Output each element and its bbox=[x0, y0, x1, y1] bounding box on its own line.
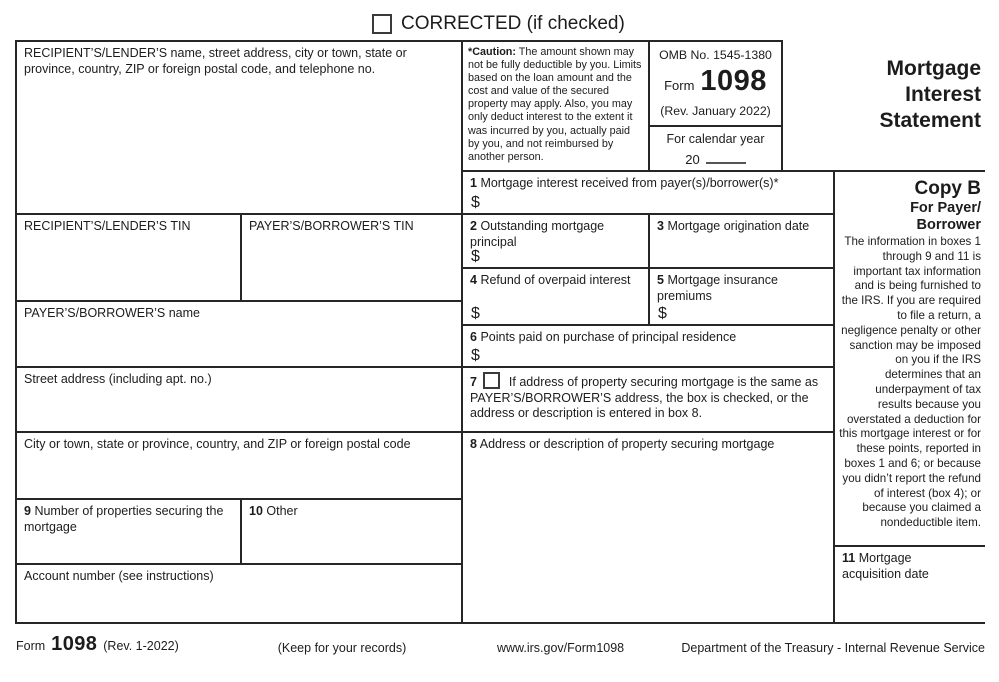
copy-b-body-text: The information in boxes 1 through 9 and 11 is important tax information and is being furnished to the IRS. If you are required to file a return, a negligence penalty or other sanction may be imposed on you if the IRS determines that an underpayment of tax results because you overstated a deduction for this mortgage interest or for these points, reported in boxes 1 and 6; or because you didn’t report the refund of interest (box 4); or because you claimed a nondeductible item. bbox=[839, 235, 981, 530]
box-8-number: 8 bbox=[470, 437, 477, 451]
box-4-dollar-sign: $ bbox=[471, 304, 480, 322]
copy-b-subtitle-line1: For Payer/ bbox=[910, 200, 981, 216]
box-8-property-address-field[interactable] bbox=[461, 431, 833, 624]
box-6-label: Points paid on purchase of principal residence bbox=[480, 330, 737, 344]
payer-tin-field[interactable] bbox=[240, 213, 461, 300]
corrected-checkbox[interactable] bbox=[372, 14, 392, 34]
form-number: 1098 bbox=[700, 64, 767, 97]
box-10-number: 10 bbox=[249, 504, 263, 518]
recipient-lender-name-label: RECIPIENT’S/LENDER’S name, street address, city or town, state or province, country, ZIP or foreign postal code, and telephone no. bbox=[24, 46, 407, 76]
box-4-label: Refund of overpaid interest bbox=[480, 273, 631, 287]
box-7-checkbox[interactable] bbox=[483, 372, 500, 389]
city-field[interactable] bbox=[15, 431, 461, 498]
calendar-year-blank[interactable] bbox=[706, 151, 746, 164]
box-10-other-field[interactable] bbox=[240, 498, 461, 563]
box-11-number: 11 bbox=[842, 551, 856, 565]
copy-b-panel bbox=[833, 170, 985, 545]
box-5-number: 5 bbox=[657, 273, 664, 287]
box-7-label: If address of property securing mortgage is the same as PAYER’S/BORROWER’S address, the box is checked, or the address or description is entered in box 8. bbox=[470, 375, 819, 420]
form-title: Mortgage Interest Statement bbox=[879, 57, 981, 132]
box-2-outstanding-principal-field[interactable] bbox=[461, 213, 648, 267]
footer-form-number: 1098 bbox=[51, 633, 98, 655]
box-11-acquisition-date-field[interactable] bbox=[833, 545, 985, 624]
form-revision: (Rev. January 2022) bbox=[660, 103, 771, 118]
box-3-label: Mortgage origination date bbox=[667, 219, 810, 233]
caution-box bbox=[461, 40, 648, 170]
caution-text: The amount shown may not be fully deductible by you. Limits based on the loan amount and the cost and value of the secured property may apply. Also, you may only deduct interest to the extent it was incurred by you, actually paid by you, and not reimbursed by another person. bbox=[468, 46, 642, 163]
footer-form-word: Form bbox=[16, 639, 46, 653]
calendar-year-prefix: 20 bbox=[685, 151, 700, 167]
caution-lead: *Caution: bbox=[468, 46, 516, 58]
box-2-label: Outstanding mortgage principal bbox=[470, 219, 605, 249]
corrected-header bbox=[372, 13, 625, 35]
box-9-number: 9 bbox=[24, 504, 31, 518]
corrected-label: CORRECTED (if checked) bbox=[401, 13, 625, 34]
box-1-mortgage-interest-field[interactable] bbox=[461, 170, 833, 213]
calendar-year-box[interactable] bbox=[648, 125, 783, 170]
account-number-field[interactable] bbox=[15, 563, 461, 624]
box-1-dollar-sign: $ bbox=[471, 193, 480, 211]
omb-number: OMB No. 1545-1380 bbox=[659, 48, 772, 62]
box-7-number: 7 bbox=[470, 375, 477, 389]
recipient-tin-field[interactable] bbox=[15, 213, 240, 300]
footer-revision: (Rev. 1-2022) bbox=[103, 639, 179, 653]
box-4-number: 4 bbox=[470, 273, 477, 287]
omb-box bbox=[648, 40, 783, 125]
box-8-label: Address or description of property securing mortgage bbox=[479, 437, 775, 451]
footer-irs-url: www.irs.gov/Form1098 bbox=[497, 641, 625, 655]
box-3-number: 3 bbox=[657, 219, 664, 233]
copy-b-title: Copy B bbox=[914, 178, 981, 199]
box-2-number: 2 bbox=[470, 219, 477, 233]
form-word: Form bbox=[664, 77, 695, 93]
box-5-label: Mortgage insurance premiums bbox=[657, 273, 778, 303]
box-2-dollar-sign: $ bbox=[471, 247, 480, 265]
box-9-label: Number of properties securing the mortgage bbox=[24, 504, 224, 534]
box-11-label: Mortgage acquisition date bbox=[842, 551, 929, 581]
copy-b-subtitle-line2: Borrower bbox=[916, 216, 981, 233]
box-6-points-field[interactable] bbox=[461, 324, 833, 366]
footer-form-id bbox=[16, 633, 179, 656]
street-address-label: Street address (including apt. no.) bbox=[24, 372, 212, 386]
box-1-label: Mortgage interest received from payer(s)/borrower(s)* bbox=[480, 176, 779, 190]
footer-department: Department of the Treasury - Internal Revenue Service bbox=[681, 641, 985, 655]
box-5-insurance-premiums-field[interactable] bbox=[648, 267, 833, 324]
box-10-label: Other bbox=[266, 504, 298, 518]
recipient-tin-label: RECIPIENT’S/LENDER’S TIN bbox=[24, 219, 191, 233]
box-6-dollar-sign: $ bbox=[471, 346, 480, 364]
footer-keep-note: (Keep for your records) bbox=[277, 641, 407, 655]
box-5-dollar-sign: $ bbox=[658, 304, 667, 322]
city-label: City or town, state or province, country, and ZIP or foreign postal code bbox=[24, 437, 411, 451]
recipient-lender-name-field[interactable] bbox=[15, 40, 461, 213]
payer-name-label: PAYER’S/BORROWER’S name bbox=[24, 306, 200, 320]
payer-tin-label: PAYER’S/BORROWER’S TIN bbox=[249, 219, 414, 233]
account-number-label: Account number (see instructions) bbox=[24, 569, 214, 583]
box-7-same-address-field bbox=[461, 366, 833, 431]
street-address-field[interactable] bbox=[15, 366, 461, 431]
box-4-refund-field[interactable] bbox=[461, 267, 648, 324]
box-1-number: 1 bbox=[470, 176, 477, 190]
box-9-number-of-properties-field[interactable] bbox=[15, 498, 240, 563]
payer-name-field[interactable] bbox=[15, 300, 461, 366]
calendar-year-label: For calendar year bbox=[666, 132, 765, 146]
box-6-number: 6 bbox=[470, 330, 477, 344]
form-number-block bbox=[664, 64, 767, 97]
box-3-origination-date-field[interactable] bbox=[648, 213, 833, 267]
